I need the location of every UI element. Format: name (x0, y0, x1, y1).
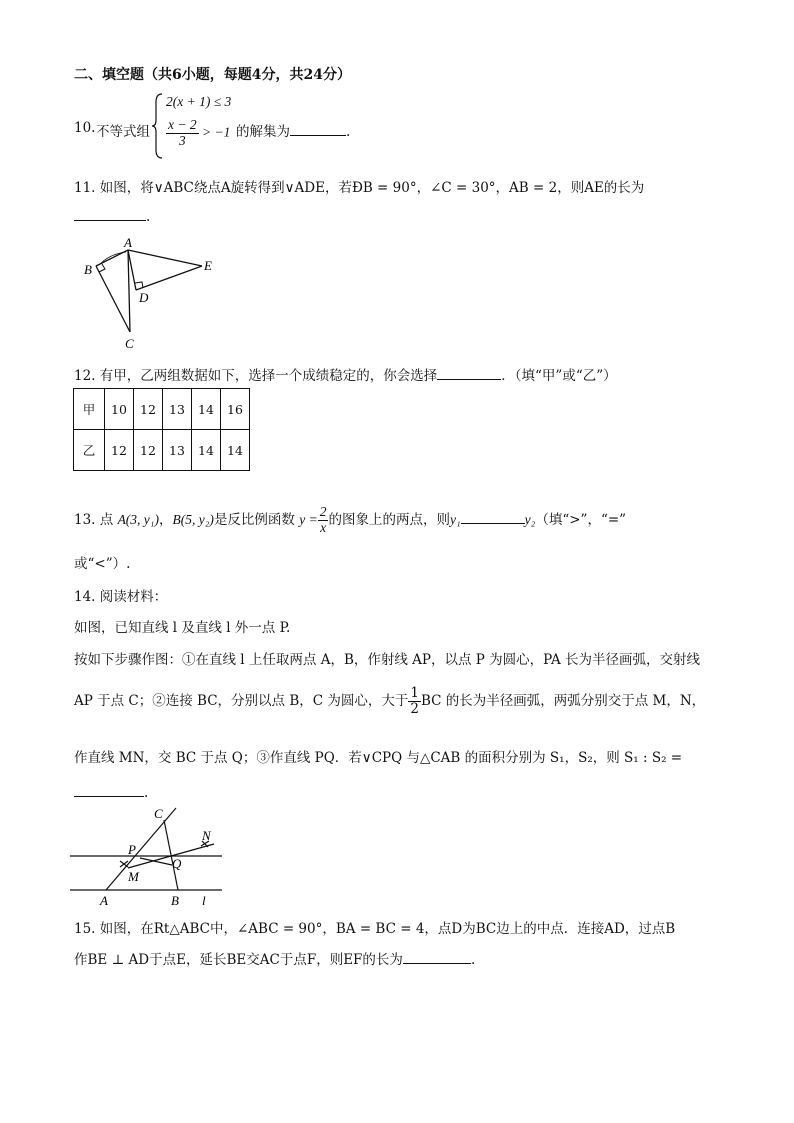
q13-y2: y₂ (524, 511, 536, 527)
q14-answer-blank[interactable] (74, 782, 144, 797)
q10-answer-blank[interactable] (290, 121, 346, 136)
q14-label-M: M (128, 869, 139, 884)
q13-part2: 是反比例函数 (213, 511, 295, 528)
q11-label-B: B (84, 262, 92, 277)
q10-inequality-1: 2(x + 1) ≤ 3 (166, 94, 232, 109)
table-cell: 10 (105, 389, 134, 430)
q13-func-lhs: y = (299, 511, 318, 527)
table-cell: 12 (134, 430, 163, 471)
q12-answer-blank[interactable] (437, 365, 501, 380)
q15-line2 (74, 948, 475, 968)
q13-line2: 或“<”）. (74, 556, 131, 572)
q13-answer-blank[interactable] (461, 509, 525, 524)
q14-label-l: l (202, 893, 206, 908)
q12-text (74, 364, 617, 384)
q14-label-C: C (154, 806, 163, 821)
q11-seg-BC (96, 266, 130, 332)
table-cell: 12 (134, 389, 163, 430)
q10-inequality-2 (166, 118, 230, 149)
q14-label-N: N (202, 828, 211, 843)
q10-suffix-text: 的解集为 (236, 124, 290, 140)
q14-line4a: AP 于点 C；②连接 BC，分别以点 B，C 为圆心，大于 (74, 692, 409, 709)
section-title: 二、填空题（共6小题，每题4分，共24分） (74, 67, 351, 83)
q14-line1: 14. 阅读材料： (74, 589, 168, 605)
q12-row-yi (74, 430, 250, 471)
q10-ineq-rest: > −1 (201, 124, 231, 140)
q11-seg-DE (136, 266, 202, 290)
q14-line5: 作直线 MN，交 BC 于点 Q；③作直线 PQ．若∨CPQ 与△CAB 的面积分别为 S₁，S₂，则 S₁ : S₂ = (74, 750, 683, 766)
table-cell: 12 (105, 430, 134, 471)
q11-label-A: A (124, 236, 132, 250)
q11-right-angle-D (135, 282, 143, 288)
q11-label-D: D (139, 290, 149, 305)
q12-row-jia (74, 389, 250, 430)
table-cell: 14 (192, 430, 221, 471)
table-cell: 13 (163, 389, 192, 430)
q10-brace (150, 92, 164, 160)
q11-end: . (146, 209, 151, 225)
q14-figure (68, 806, 238, 908)
q14-frac-num: 1 (410, 685, 419, 701)
q13-line1 (74, 505, 626, 536)
q15-line1: 15. 如图，在Rt△ABC中，∠ABC = 90°，BA = BC = 4，点D为BC边上的中点．连接AD，过点B (74, 921, 676, 937)
q14-line4 (74, 686, 705, 717)
q15-answer-blank[interactable] (403, 949, 471, 964)
q13-part1: 13. 点 (74, 511, 114, 528)
table-cell: 乙 (74, 430, 105, 471)
table-cell: 甲 (74, 389, 105, 430)
q12-prompt: 12. 有甲，乙两组数据如下，选择一个成绩稳定的，你会选择 (74, 368, 438, 384)
q14-line3: 按如下步骤作图：①在直线 l 上任取两点 A，B，作射线 AP，以点 P 为圆心，PA 长为半径画弧，交射线 (74, 652, 701, 668)
q13-part4: （填“>”，“=” (535, 511, 627, 528)
q14-label-B: B (171, 893, 179, 908)
q11-figure (78, 236, 228, 352)
q11-label-C: C (125, 336, 134, 351)
q14-line4b: BC 的长为半径画弧，两弧分别交于点 M，N， (420, 692, 706, 709)
q10-frac-num: x − 2 (168, 117, 197, 132)
q14-line-PQ (140, 858, 172, 865)
table-cell: 13 (163, 430, 192, 471)
q11-text: 11. 如图，将∨ABC绕点A旋转得到∨ADE，若ÐB = 90°，∠C = 30°，AB = 2，则AE的长为 (74, 180, 645, 196)
q13-point-b: B(5, y₂) (172, 511, 214, 527)
q10-end: . (346, 124, 351, 140)
q14-label-Q: Q (172, 856, 182, 871)
q11-seg-AC (128, 250, 130, 332)
q11-seg-AE (128, 250, 202, 266)
q13-sep: ， (159, 511, 173, 528)
q15-end: . (470, 952, 476, 968)
q13-part3: 的图象上的两点，则 (328, 511, 450, 528)
q14-ray-AP (106, 808, 176, 890)
table-cell: 14 (221, 430, 250, 471)
q14-arc-mark-M (120, 861, 128, 867)
q14-label-P: P (128, 842, 136, 857)
table-cell: 14 (192, 389, 221, 430)
q11-answer-blank[interactable] (74, 206, 146, 221)
q14-answer-line (74, 782, 148, 801)
q10-prefix: 不等式组 (96, 124, 150, 140)
q12-data-table (73, 388, 250, 471)
q13-point-a: A(3, y₁) (117, 511, 159, 527)
q14-line2: 如图，已知直线 l 及直线 l 外一点 P. (74, 620, 291, 636)
q14-end: . (144, 785, 149, 801)
q13-func-den: x (320, 519, 327, 535)
q13-func-num: 2 (319, 504, 327, 519)
q11-answer-line (74, 206, 150, 225)
q10-suffix (236, 120, 350, 140)
q13-y1: y₁ (449, 511, 461, 527)
q11-right-angle-B (99, 264, 105, 272)
q10-number: 10. (74, 120, 96, 136)
q15-prompt: 作BE ⊥ AD于点E，延长BE交AC于点F，则EF的长为 (74, 952, 403, 968)
table-cell: 16 (221, 389, 250, 430)
q14-frac-den: 2 (410, 700, 419, 717)
q12-after: ．（填“甲”或“乙”） (501, 368, 617, 384)
q10-frac-den: 3 (178, 132, 186, 148)
q11-label-E: E (204, 258, 212, 273)
q14-label-A: A (100, 893, 108, 908)
